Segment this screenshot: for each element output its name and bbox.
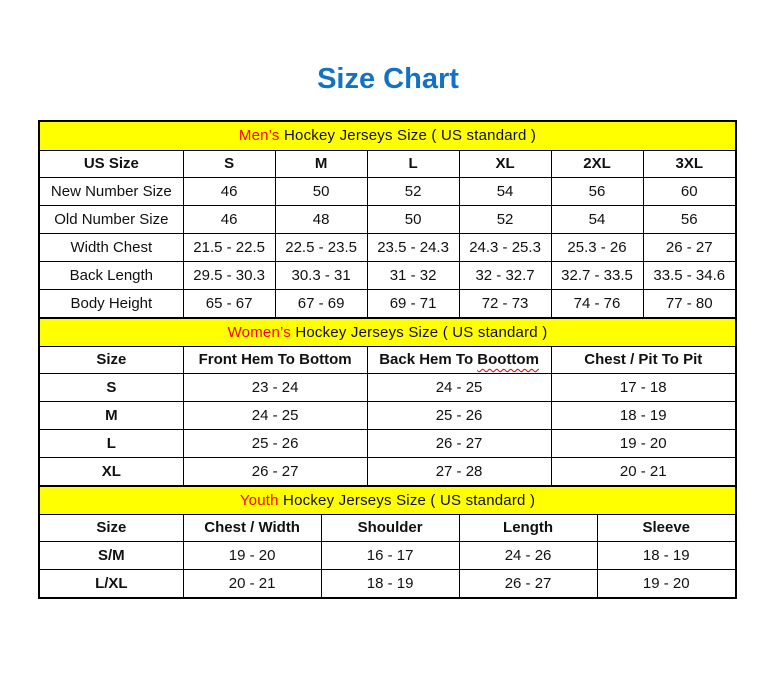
size-value-cell: 67 - 69	[275, 289, 367, 317]
size-value-cell: 20 - 21	[551, 457, 735, 485]
size-value-cell: 50	[367, 205, 459, 233]
misspelled-word: Boottom	[477, 351, 539, 368]
size-value-cell: 24 - 25	[183, 401, 367, 429]
table-row	[40, 205, 735, 233]
column-header	[643, 150, 735, 177]
size-value-cell: 52	[459, 205, 551, 233]
column-header	[183, 346, 367, 373]
column-header-label: XL	[495, 155, 515, 172]
size-value-cell: 25 - 26	[183, 429, 367, 457]
table-row	[40, 429, 735, 457]
mens-section-header	[40, 122, 735, 150]
size-value-cell: 19 - 20	[183, 541, 321, 569]
row-label: Back Length	[40, 261, 183, 289]
table-row	[40, 401, 735, 429]
size-value-cell: 74 - 76	[551, 289, 643, 317]
size-value-cell: 54	[459, 177, 551, 205]
size-value-cell: 18 - 19	[321, 569, 459, 597]
size-value-cell: 26 - 27	[367, 429, 551, 457]
section-header-highlight: Men’s	[238, 127, 280, 145]
youth-section-header	[40, 486, 735, 514]
size-value-cell: 27 - 28	[367, 457, 551, 485]
size-value-cell: 29.5 - 30.3	[183, 261, 275, 289]
column-header-row	[40, 514, 735, 541]
size-value-cell: 17 - 18	[551, 373, 735, 401]
column-header	[40, 150, 183, 177]
column-header-label: Size	[96, 351, 127, 368]
size-value-cell: 24 - 25	[367, 373, 551, 401]
size-value-cell: 50	[275, 177, 367, 205]
row-label: XL	[40, 457, 183, 485]
size-value-cell: 33.5 - 34.6	[643, 261, 735, 289]
page-title: Size Chart	[317, 63, 459, 95]
size-value-cell: 18 - 19	[551, 401, 735, 429]
column-header	[459, 150, 551, 177]
youth-size-table	[40, 486, 735, 598]
column-header	[597, 514, 735, 541]
column-header	[321, 514, 459, 541]
column-header	[40, 514, 183, 541]
column-header-label: S	[224, 155, 235, 172]
size-value-cell: 18 - 19	[597, 541, 735, 569]
size-chart	[38, 120, 737, 599]
row-label: New Number Size	[40, 177, 183, 205]
row-label: L	[40, 429, 183, 457]
column-header	[551, 150, 643, 177]
size-value-cell: 54	[551, 205, 643, 233]
table-row	[40, 261, 735, 289]
size-value-cell: 32.7 - 33.5	[551, 261, 643, 289]
size-value-cell: 56	[551, 177, 643, 205]
row-label: Body Height	[40, 289, 183, 317]
section-band-row	[40, 486, 735, 514]
column-header-label: US Size	[83, 155, 139, 172]
column-header-label: Length	[503, 519, 554, 536]
size-value-cell: 72 - 73	[459, 289, 551, 317]
column-header-row	[40, 150, 735, 177]
section-header-rest: Hockey Jerseys Size ( US standard )	[290, 323, 548, 341]
column-header-label: Sleeve	[642, 519, 691, 536]
column-header	[459, 514, 597, 541]
size-value-cell: 46	[183, 177, 275, 205]
section-header-rest: Hockey Jerseys Size ( US standard )	[278, 491, 536, 509]
section-band-row	[40, 318, 735, 346]
row-label: Width Chest	[40, 233, 183, 261]
column-header-label: M	[314, 155, 328, 172]
mens-size-table	[40, 122, 735, 318]
size-value-cell: 65 - 67	[183, 289, 275, 317]
size-value-cell: 19 - 20	[551, 429, 735, 457]
size-value-cell: 30.3 - 31	[275, 261, 367, 289]
size-value-cell: 52	[367, 177, 459, 205]
size-value-cell: 77 - 80	[643, 289, 735, 317]
size-value-cell: 19 - 20	[597, 569, 735, 597]
column-header-label: L	[408, 155, 418, 172]
table-row	[40, 233, 735, 261]
section-header-rest: Hockey Jerseys Size ( US standard )	[279, 127, 537, 145]
womens-size-table	[40, 318, 735, 486]
column-header-label: Chest / Width	[204, 519, 300, 536]
size-value-cell: 48	[275, 205, 367, 233]
size-value-cell: 25 - 26	[367, 401, 551, 429]
column-header	[183, 514, 321, 541]
column-header-label: 2XL	[583, 155, 611, 172]
size-value-cell: 26 - 27	[183, 457, 367, 485]
column-header	[275, 150, 367, 177]
table-row	[40, 289, 735, 317]
row-label: S	[40, 373, 183, 401]
size-value-cell: 25.3 - 26	[551, 233, 643, 261]
size-value-cell: 24.3 - 25.3	[459, 233, 551, 261]
row-label: S/M	[40, 541, 183, 569]
row-label: M	[40, 401, 183, 429]
size-value-cell: 22.5 - 23.5	[275, 233, 367, 261]
table-row	[40, 373, 735, 401]
size-value-cell: 60	[643, 177, 735, 205]
column-header	[551, 346, 735, 373]
size-value-cell: 46	[183, 205, 275, 233]
table-row	[40, 457, 735, 485]
size-value-cell: 26 - 27	[643, 233, 735, 261]
column-header-label: Chest / Pit To Pit	[584, 351, 703, 368]
size-value-cell: 16 - 17	[321, 541, 459, 569]
table-row	[40, 569, 735, 597]
column-header-label: 3XL	[675, 155, 703, 172]
column-header-label: Size	[96, 519, 127, 536]
table-row	[40, 541, 735, 569]
size-value-cell: 26 - 27	[459, 569, 597, 597]
column-header-label: Shoulder	[357, 519, 423, 536]
column-header-label: Back Hem To	[379, 351, 478, 368]
row-label: Old Number Size	[40, 205, 183, 233]
column-header	[183, 150, 275, 177]
size-value-cell: 31 - 32	[367, 261, 459, 289]
size-value-cell: 32 - 32.7	[459, 261, 551, 289]
column-header	[40, 346, 183, 373]
section-header-highlight: Women’s	[227, 323, 291, 341]
column-header-label: Front Hem To Bottom	[198, 351, 352, 368]
section-header-highlight: Youth	[239, 491, 279, 509]
column-header-row	[40, 346, 735, 373]
womens-section-header	[40, 318, 735, 346]
size-value-cell: 23.5 - 24.3	[367, 233, 459, 261]
section-band-row	[40, 122, 735, 150]
size-value-cell: 69 - 71	[367, 289, 459, 317]
row-label: L/XL	[40, 569, 183, 597]
column-header	[367, 346, 551, 373]
size-value-cell: 24 - 26	[459, 541, 597, 569]
size-value-cell: 56	[643, 205, 735, 233]
table-row	[40, 177, 735, 205]
size-value-cell: 21.5 - 22.5	[183, 233, 275, 261]
size-value-cell: 20 - 21	[183, 569, 321, 597]
size-value-cell: 23 - 24	[183, 373, 367, 401]
column-header	[367, 150, 459, 177]
